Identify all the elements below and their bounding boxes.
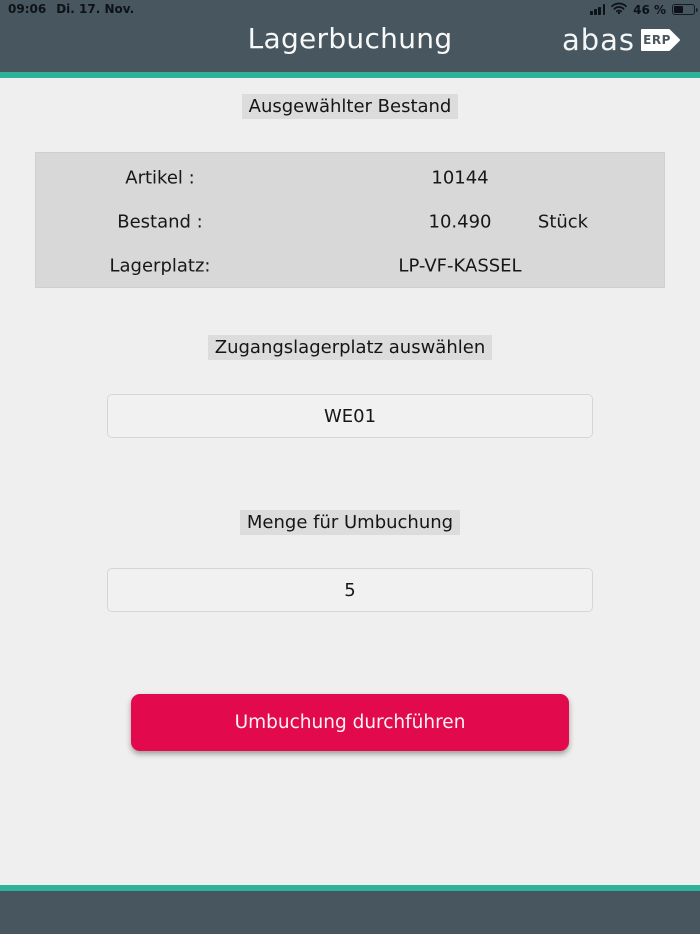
artikel-value: 10144 — [431, 167, 489, 189]
bestand-value: 10.490 — [428, 211, 492, 233]
lagerplatz-label: Lagerplatz: — [109, 255, 211, 277]
cellular-signal-icon — [590, 4, 605, 15]
stock-row-bestand — [36, 200, 664, 244]
stock-row-lagerplatz — [36, 244, 664, 288]
abas-erp-logo — [561, 23, 680, 57]
submit-transfer-button[interactable]: Umbuchung durchführen — [131, 694, 569, 751]
quantity-label — [0, 510, 700, 535]
abas-logo-text: abas — [561, 23, 635, 57]
target-location-label-text: Zugangslagerplatz auswählen — [208, 335, 492, 360]
status-time: 09:06 — [8, 2, 47, 16]
lagerplatz-value: LP-VF-KASSEL — [398, 255, 522, 277]
section-title — [0, 94, 700, 119]
stock-row-artikel — [36, 156, 664, 200]
header-bar — [0, 0, 700, 72]
main-content — [0, 78, 700, 885]
status-date: Di. 17. Nov. — [56, 2, 135, 16]
wifi-icon — [611, 2, 627, 17]
quantity-input[interactable] — [107, 568, 593, 612]
status-left — [8, 2, 134, 16]
stock-info-panel — [35, 152, 665, 288]
status-right — [590, 2, 695, 17]
status-bar — [0, 0, 700, 18]
target-location-input[interactable] — [107, 394, 593, 438]
erp-badge-label: ERP — [643, 33, 671, 47]
section-title-text: Ausgewählter Bestand — [242, 94, 459, 119]
erp-badge — [640, 29, 680, 51]
target-location-label — [0, 335, 700, 360]
battery-percent-label: 46 % — [633, 2, 666, 17]
bestand-unit: Stück — [537, 211, 589, 233]
quantity-label-text: Menge für Umbuchung — [240, 510, 460, 535]
page-title: Lagerbuchung — [247, 22, 453, 55]
artikel-label: Artikel : — [125, 167, 195, 189]
battery-icon — [672, 4, 695, 16]
bestand-label: Bestand : — [117, 211, 203, 233]
footer-bar — [0, 891, 700, 934]
